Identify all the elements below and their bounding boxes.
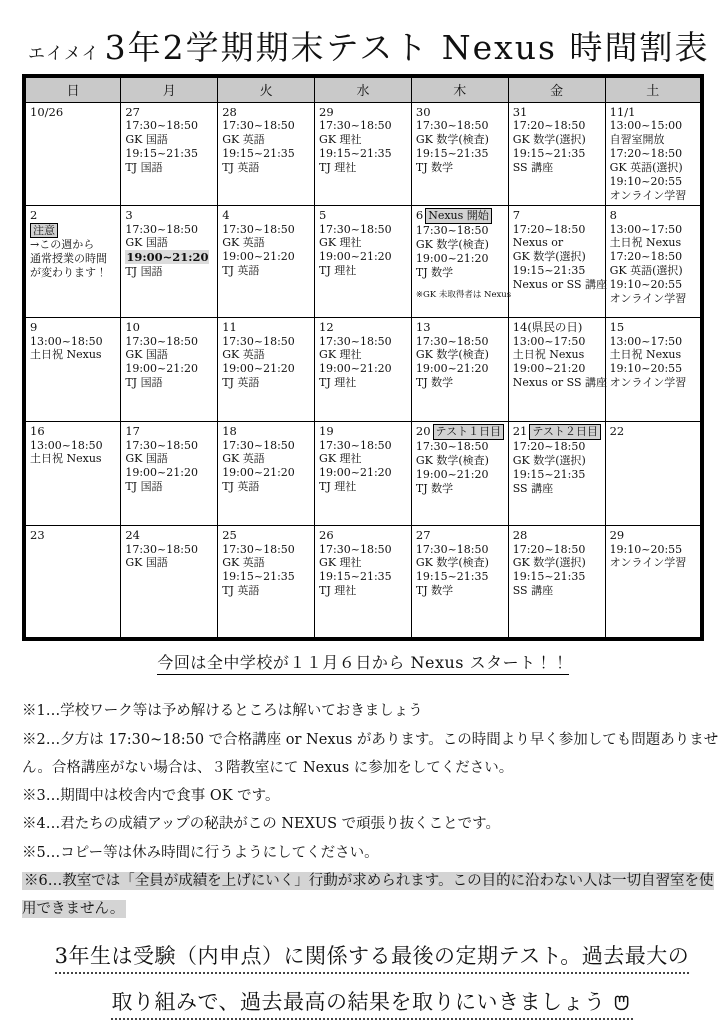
date-number: 23 [30, 527, 45, 542]
announcement-text: 今回は全中学校が１１月６日から Nexus スタート！！ [157, 653, 568, 675]
date-line [30, 528, 118, 543]
date-line [222, 424, 312, 439]
schedule-line: TJ 数学 [415, 481, 454, 495]
calendar-day-cell [121, 205, 218, 317]
note-text: ※6…教室では「全員が成績を上げにいく」行動が求められます。この目的に沿わない人は一切自習室を使用できません。 [22, 873, 714, 918]
closing-line-1 [22, 940, 722, 970]
calendar-day-cell [218, 102, 315, 205]
date-number: 30 [415, 104, 431, 119]
schedule-line: 19:10~20:55 [609, 362, 683, 376]
date-number: 15 [609, 319, 625, 334]
date-line [319, 424, 409, 439]
calendar-week-row [24, 102, 702, 205]
date-number: 10/26 [30, 104, 64, 119]
calendar-day-cell [315, 421, 412, 525]
schedule-line: 19:00~21:20 [319, 466, 392, 480]
date-number: 27 [415, 527, 431, 542]
schedule-line: 17:30~18:50 [319, 438, 392, 452]
calendar-day-cell [411, 525, 508, 639]
schedule-line: Nexus or SS 講座 [512, 278, 608, 292]
announcement [22, 650, 704, 673]
schedule-line: 17:30~18:50 [125, 334, 198, 348]
schedule-line: 19:00~21:20 [415, 362, 489, 376]
schedule-line: TJ 国語 [125, 480, 163, 494]
schedule-line [30, 223, 118, 239]
schedule-line: 19:00~21:20 [319, 250, 392, 264]
schedule-line: オンライン学習 [609, 292, 687, 306]
schedule-line: GK 理社 [319, 348, 362, 362]
calendar-day-cell [121, 317, 218, 421]
schedule-line: GK 英語 [222, 133, 265, 147]
calendar-day-cell [605, 102, 702, 205]
schedule-line: オンライン学習 [609, 376, 687, 390]
schedule-line: 19:15~21:35 [512, 570, 586, 584]
date-number: 7 [512, 207, 521, 222]
date-number: 3 [125, 207, 133, 222]
closing-line-2 [22, 986, 722, 1016]
schedule-line: TJ 英語 [222, 376, 260, 390]
date-number: 28 [222, 104, 237, 119]
date-number: 10 [125, 319, 140, 334]
schedule-line: SS 講座 [512, 481, 554, 495]
date-line [319, 528, 409, 543]
schedule-line: 13:00~15:00 [609, 119, 683, 133]
schedule-line: 17:30~18:50 [415, 334, 489, 348]
schedule-line: TJ 理社 [319, 161, 357, 174]
calendar-day-cell [605, 205, 702, 317]
timetable-calendar [22, 74, 704, 641]
calendar-day-cell [315, 102, 412, 205]
schedule-line: 17:30~18:50 [415, 542, 489, 556]
date-line [416, 208, 506, 224]
date-line [125, 208, 215, 223]
calendar-day-cell [218, 525, 315, 639]
schedule-line: 19:00~21:20 [222, 250, 295, 264]
date-badge: テスト２日目 [529, 424, 601, 440]
note-item [22, 697, 724, 725]
schedule-line: 19:15~21:35 [222, 147, 295, 161]
schedule-line: TJ 国語 [125, 265, 163, 279]
calendar-day-cell [605, 317, 702, 421]
calendar-week-row [24, 205, 702, 317]
schedule-line: TJ 理社 [319, 264, 357, 278]
schedule-line: 17:30~18:50 [125, 542, 198, 556]
calendar-day-cell [315, 525, 412, 639]
schedule-line-badge: 注意 [30, 223, 58, 239]
schedule-line: 土日祝 Nexus [609, 348, 682, 362]
date-line [125, 528, 215, 543]
weekday-header: 木 [411, 76, 508, 102]
calendar-day-cell [218, 205, 315, 317]
schedule-line: 19:15~21:35 [222, 570, 295, 584]
date-number: 27 [125, 104, 140, 119]
date-number: 5 [319, 207, 327, 222]
schedule-line: SS 講座 [512, 584, 554, 598]
page-title [28, 22, 712, 69]
calendar-day-cell [218, 421, 315, 525]
schedule-line: TJ 数学 [415, 265, 454, 279]
note-item [22, 839, 724, 867]
note-item [22, 810, 724, 838]
date-number: 31 [512, 104, 528, 119]
schedule-line: TJ 理社 [319, 376, 357, 390]
note-text: ※4…君たちの成績アップの秘訣がこの NEXUS で頑張り抜くことです。 [22, 816, 501, 833]
calendar-day-cell [508, 525, 605, 639]
schedule-line: TJ 数学 [415, 161, 454, 174]
calendar-day-cell [508, 205, 608, 317]
date-line [513, 208, 603, 223]
schedule-line: GK 国語 [125, 236, 168, 250]
date-line [319, 320, 409, 335]
schedule-line: 19:00~21:20 [415, 467, 489, 481]
date-number: 12 [319, 319, 334, 334]
school-name: エイメイ [28, 44, 100, 64]
date-line [125, 105, 215, 120]
note-item [22, 782, 724, 810]
calendar-day-cell [315, 205, 412, 317]
schedule-line: GK 国語 [125, 348, 168, 362]
date-number: 21 [512, 423, 528, 438]
cell-footnote: ※GK 未取得者は Nexus [415, 289, 512, 300]
schedule-line: Nexus or [512, 236, 564, 250]
date-number: 9 [30, 319, 38, 334]
date-line [30, 105, 118, 120]
calendar-day-cell [121, 421, 218, 525]
schedule-line: 19:15~21:35 [125, 147, 198, 161]
schedule-line: TJ 英語 [222, 264, 260, 278]
schedule-line: 17:30~18:50 [125, 222, 198, 236]
date-number: 11 [222, 319, 237, 334]
note-item [22, 867, 724, 924]
weekday-header: 金 [508, 76, 605, 102]
schedule-line: 土日祝 Nexus [30, 348, 102, 362]
calendar-week-row [24, 317, 702, 421]
schedule-line: 19:15~21:35 [512, 264, 586, 278]
note-text: ※5…コピー等は休み時間に行うようにしてください。 [22, 844, 379, 861]
date-number: 8 [609, 207, 617, 222]
calendar-day-cell [24, 525, 121, 639]
calendar-day-cell [508, 317, 608, 421]
schedule-line: 17:20~18:50 [512, 119, 586, 133]
closing-line-1-text: 3年生は受験（内申点）に関係する最後の定期テスト。過去最大の [55, 944, 690, 974]
schedule-line: TJ 理社 [319, 584, 357, 598]
date-number: 16 [30, 423, 45, 438]
schedule-line-hl-time: 19:00~21:20 [126, 250, 209, 265]
calendar-day-cell [24, 205, 121, 317]
schedule-line: オンライン学習 [609, 556, 687, 570]
schedule-line: 17:20~18:50 [512, 542, 586, 556]
date-line [222, 528, 312, 543]
date-line [416, 320, 506, 335]
note-text: ※2…夕方は 17:30~18:50 で合格講座 or Nexus があります。この時間より早く参加しても問題ありません。合格講座がない場合は、３階教室にて Nexus に参加をしてください。 [22, 731, 719, 776]
schedule-line: GK 国語 [125, 133, 168, 147]
date-line [319, 105, 409, 120]
date-number: 29 [319, 104, 334, 119]
schedule-line: 17:30~18:50 [319, 119, 392, 133]
schedule-line: 13:00~18:50 [30, 438, 103, 452]
date-number: 24 [125, 527, 140, 542]
schedule-line: 17:30~18:50 [319, 222, 392, 236]
calendar-day-cell [121, 525, 218, 639]
date-line [125, 320, 215, 335]
schedule-line: 19:15~21:35 [319, 570, 392, 584]
schedule-line: GK 数学(検査) [415, 556, 489, 570]
schedule-line: GK 国語 [125, 556, 168, 570]
schedule-line: 17:30~18:50 [125, 438, 198, 452]
schedule-line: 19:15~21:35 [415, 570, 489, 584]
schedule-line: 17:30~18:50 [319, 334, 392, 348]
date-number: 28 [512, 527, 528, 542]
schedule-line: GK 数学(検査) [415, 348, 489, 362]
date-line [610, 105, 698, 120]
schedule-line: 17:20~18:50 [512, 439, 586, 453]
schedule-line: 自習室開放 [609, 133, 665, 147]
schedule-line: 19:10~20:55 [609, 542, 683, 556]
date-line [30, 320, 118, 335]
schedule-line: 17:30~18:50 [222, 334, 295, 348]
date-line [222, 208, 312, 223]
schedule-line: GK 英語(選択) [609, 161, 683, 174]
schedule-line: 17:30~18:50 [415, 439, 489, 453]
schedule-line: 17:30~18:50 [415, 223, 489, 237]
schedule-line: 土日祝 Nexus [609, 236, 682, 250]
date-number: 22 [609, 423, 625, 438]
schedule-line: 通常授業の時間 [30, 252, 107, 266]
schedule-line: GK 数学(検査) [415, 453, 489, 467]
calendar-day-cell [508, 421, 605, 525]
date-number: 18 [222, 423, 237, 438]
schedule-line: 19:00~21:20 [415, 251, 489, 265]
calendar-day-cell [411, 421, 508, 525]
date-line [610, 208, 698, 223]
schedule-line: 土日祝 Nexus [30, 452, 102, 466]
schedule-line: 17:30~18:50 [222, 119, 295, 133]
date-line [222, 105, 312, 120]
schedule-line: 19:15~21:35 [512, 147, 586, 161]
date-line [319, 208, 409, 223]
calendar-day-cell [24, 421, 121, 525]
schedule-line: GK 数学(検査) [415, 237, 489, 251]
date-line [610, 424, 698, 439]
date-line [416, 528, 506, 543]
date-number: 29 [609, 527, 625, 542]
schedule-line: 17:30~18:50 [222, 222, 295, 236]
schedule-line: 17:30~18:50 [222, 438, 295, 452]
schedule-line: TJ 国語 [125, 161, 163, 174]
schedule-line: GK 英語 [222, 452, 265, 466]
date-number: 11/1 [609, 104, 636, 119]
date-number: 14(県民の日) [512, 319, 583, 334]
schedule-line: 17:20~18:50 [609, 250, 683, 264]
schedule-line: 19:10~20:55 [609, 174, 683, 188]
schedule-line: Nexus or SS 講座 [512, 376, 608, 390]
calendar-day-cell [605, 525, 702, 639]
note-text: ※3…期間中は校舎内で食事 OK です。 [22, 788, 280, 805]
calendar-day-cell [121, 102, 218, 205]
date-line [513, 528, 603, 543]
schedule-line: GK 数学(検査) [415, 133, 489, 147]
schedule-line: TJ 英語 [222, 480, 260, 494]
schedule-line: 13:00~17:50 [512, 334, 586, 348]
calendar-day-cell [411, 102, 508, 205]
schedule-line: 17:30~18:50 [125, 119, 198, 133]
schedule-line: 17:20~18:50 [609, 147, 683, 161]
schedule-line: 19:15~21:35 [319, 147, 392, 161]
schedule-line: SS 講座 [512, 161, 554, 174]
calendar-week-row [24, 525, 702, 639]
schedule-line: TJ 英語 [222, 584, 260, 598]
date-number: 17 [125, 423, 140, 438]
date-line [513, 320, 603, 335]
schedule-line: 17:30~18:50 [319, 542, 392, 556]
schedule-line: オンライン学習 [609, 188, 687, 202]
schedule-line: 19:15~21:35 [512, 467, 586, 481]
notes-section [22, 697, 724, 923]
schedule-line: 19:00~21:20 [125, 466, 198, 480]
schedule-line: 19:00~21:20 [512, 362, 586, 376]
schedule-line: 19:00~21:20 [222, 466, 295, 480]
date-number: 20 [415, 423, 431, 438]
schedule-line: 17:20~18:50 [512, 222, 586, 236]
schedule-line: GK 理社 [319, 133, 362, 147]
date-badge: テスト１日目 [433, 424, 505, 440]
date-number: 4 [222, 207, 230, 222]
schedule-line: 19:00~21:20 [125, 362, 198, 376]
schedule-line: GK 英語(選択) [609, 264, 683, 278]
schedule-line: GK 数学(選択) [512, 133, 586, 147]
schedule-line: TJ 英語 [222, 161, 260, 174]
weekday-header-row [24, 76, 702, 102]
schedule-line: 13:00~17:50 [609, 334, 683, 348]
date-number: 13 [415, 319, 431, 334]
date-line [30, 424, 118, 439]
calendar-day-cell [24, 102, 121, 205]
schedule-line: GK 国語 [125, 452, 168, 466]
schedule-line: 19:10~20:55 [609, 278, 683, 292]
date-line [416, 105, 506, 120]
schedule-line: 13:00~17:50 [609, 222, 683, 236]
note-text: ※1…学校ワーク等は予め解けるところは解いておきましょう [22, 703, 423, 720]
schedule-line: GK 理社 [319, 556, 362, 570]
schedule-line: 土日祝 Nexus [512, 348, 585, 362]
schedule-line: GK 英語 [222, 348, 265, 362]
calendar-day-cell [218, 317, 315, 421]
fist-icon [611, 991, 633, 1013]
date-number: 2 [30, 207, 38, 222]
weekday-header: 水 [315, 76, 412, 102]
date-line [125, 424, 215, 439]
weekday-header: 月 [121, 76, 218, 102]
weekday-header: 土 [605, 76, 702, 102]
date-number: 6 [415, 207, 424, 222]
weekday-header: 火 [218, 76, 315, 102]
schedule-line: 13:00~18:50 [30, 334, 103, 348]
date-line [610, 528, 698, 543]
weekday-header: 日 [24, 76, 121, 102]
schedule-line: 19:15~21:35 [415, 147, 489, 161]
schedule-line: →この週から [30, 238, 95, 252]
date-badge: Nexus 開始 [425, 208, 492, 224]
schedule-line: GK 英語 [222, 556, 265, 570]
calendar-day-cell [605, 421, 702, 525]
calendar-day-cell [315, 317, 412, 421]
schedule-line: GK 英語 [222, 236, 265, 250]
schedule-line: 17:30~18:50 [415, 119, 489, 133]
note-item [22, 726, 724, 783]
schedule-line: TJ 理社 [319, 480, 357, 494]
schedule-line: TJ 数学 [415, 584, 454, 598]
date-line [513, 105, 603, 120]
schedule-line: 19:00~21:20 [319, 362, 392, 376]
schedule-line: 17:30~18:50 [222, 542, 295, 556]
date-line [416, 424, 506, 440]
schedule-line: GK 数学(選択) [512, 453, 586, 467]
calendar-day-cell [24, 317, 121, 421]
date-number: 25 [222, 527, 237, 542]
page-title-text: 3年2学期期末テスト Nexus 時間割表 [104, 28, 710, 67]
date-line [513, 424, 603, 440]
schedule-line: 19:00~21:20 [222, 362, 295, 376]
schedule-line: TJ 数学 [415, 376, 454, 390]
date-line [610, 320, 698, 335]
calendar-body [24, 102, 702, 639]
schedule-line [125, 250, 215, 265]
schedule-line: GK 理社 [319, 236, 362, 250]
closing-message [22, 940, 722, 1016]
date-number: 19 [319, 423, 334, 438]
schedule-line: TJ 国語 [125, 376, 163, 390]
schedule-line: GK 数学(選択) [512, 250, 586, 264]
calendar-week-row [24, 421, 702, 525]
schedule-line: GK 理社 [319, 452, 362, 466]
calendar-day-cell [411, 205, 512, 317]
schedule-line: が変わります！ [30, 266, 107, 280]
calendar-day-cell [508, 102, 605, 205]
schedule-line: GK 数学(選択) [512, 556, 586, 570]
date-line [222, 320, 312, 335]
calendar-day-cell [411, 317, 508, 421]
closing-line-2-text: 取り組みで、過去最高の結果を取りにいきましょう [111, 989, 606, 1014]
date-number: 26 [319, 527, 334, 542]
date-line [30, 208, 118, 223]
